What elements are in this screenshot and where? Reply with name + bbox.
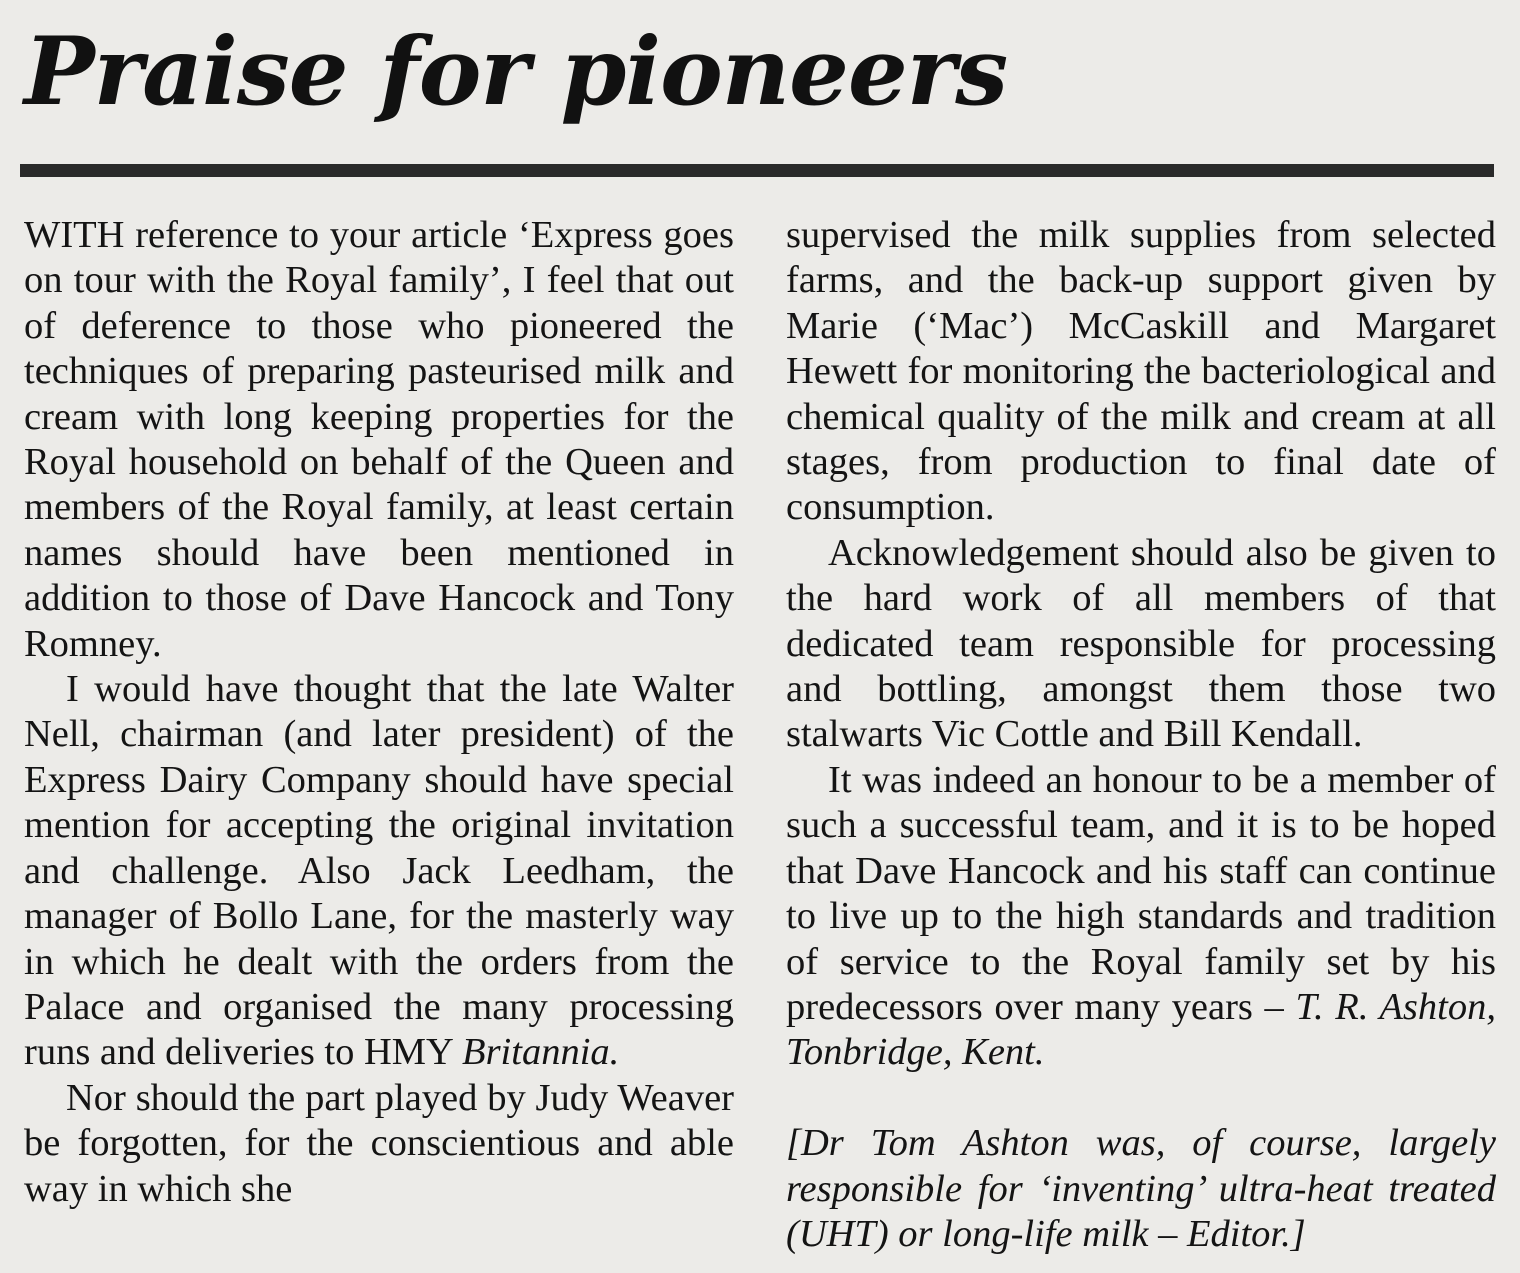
signature: T. R. Ashton, Tonbridge, Kent.: [786, 985, 1496, 1074]
paragraph-5-text: It was indeed an honour to be a member of such a successful team, and it is to be hoped that Dave Hancock and his staff can continue to live up to the high standards and tradition of service to the Royal family set by his predecessors over many years –: [786, 758, 1496, 1028]
paragraph-3-end: supervised the milk supplies from selected farms, and the back-up support given by Marie (‘Mac’) McCaskill and Margaret Hewett for monitoring the bacteriological and chemical quality of the milk and cream at all stages, from production to final date of consumption.: [786, 214, 1496, 529]
editor-note: [Dr Tom Ashton was, of course, largely responsible for ‘inventing’ ultra-heat treated (UHT) or long-life milk – Editor.]: [786, 1122, 1496, 1255]
paragraph-2-text: I would have thought that the late Walter Nell, chairman (and later president) of the Express Dairy Company should have special mention for accepting the original invitation and challenge. Also Jack Leedham, the manager of Bollo Lane, for the masterly way in which he dealt with the orders from the Palace and organised the many processing runs and deliveries to HMY: [24, 668, 734, 1074]
paragraph-4: Acknowledgement should also be given to the hard work of all members of that dedicated team responsible for processing and bottling, amongst them those two stalwarts Vic Cottle and Bill Kendall.: [786, 531, 1496, 756]
ship-name: Britannia.: [462, 1031, 620, 1074]
paragraph-1: WITH reference to your article ‘Express goes on tour with the Royal family’, I feel that out of deference to those who pioneered the techniques of preparing pasteurised milk and cream with long keeping properties for the Royal household on behalf of the Queen and members of the Royal family, at least certain names should have been mentioned in addition to those of Dave Hancock and Tony Romney.: [24, 214, 734, 665]
paragraph-5: [786, 758, 1496, 1076]
headline-rule: [20, 164, 1494, 177]
paragraph-2: [24, 667, 734, 1076]
left-column: [24, 213, 734, 1212]
paragraph-3-start: Nor should the part played by Judy Weaver be forgotten, for the conscientious and able way in which she: [24, 1076, 734, 1210]
right-column: [786, 213, 1496, 1257]
headline: Praise for pioneers: [24, 17, 1008, 127]
